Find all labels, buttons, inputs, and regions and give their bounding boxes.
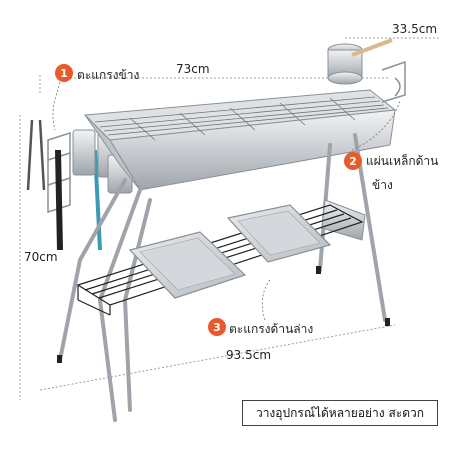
grill-body (85, 90, 395, 190)
length-dimension: 73cm (176, 62, 210, 76)
caption-box (242, 400, 438, 426)
height-dimension: 70cm (24, 250, 58, 264)
callout-1-label: ตะแกรงข้าง (77, 68, 140, 82)
side-hooks-right (382, 62, 405, 102)
callout-2-badge: 2 (344, 152, 362, 170)
callout-3-label: ตะแกรงด้านล่าง (229, 322, 314, 336)
sauce-cup (328, 44, 362, 84)
caption-text: วางอุปกรณ์ได้หลายอย่าง สะดวก (255, 405, 425, 420)
tray-right (228, 205, 330, 262)
callout-2-label-line1: แผ่นเหล็กด้าน (366, 154, 439, 168)
tray-left (130, 232, 245, 298)
callout-1-badge: 1 (55, 64, 73, 82)
callout-2-label-line2: ข้าง (372, 178, 393, 192)
depth-dimension: 33.5cm (392, 22, 438, 36)
base-length-dimension: 93.5cm (226, 348, 272, 362)
callout-3-badge: 3 (208, 318, 226, 336)
